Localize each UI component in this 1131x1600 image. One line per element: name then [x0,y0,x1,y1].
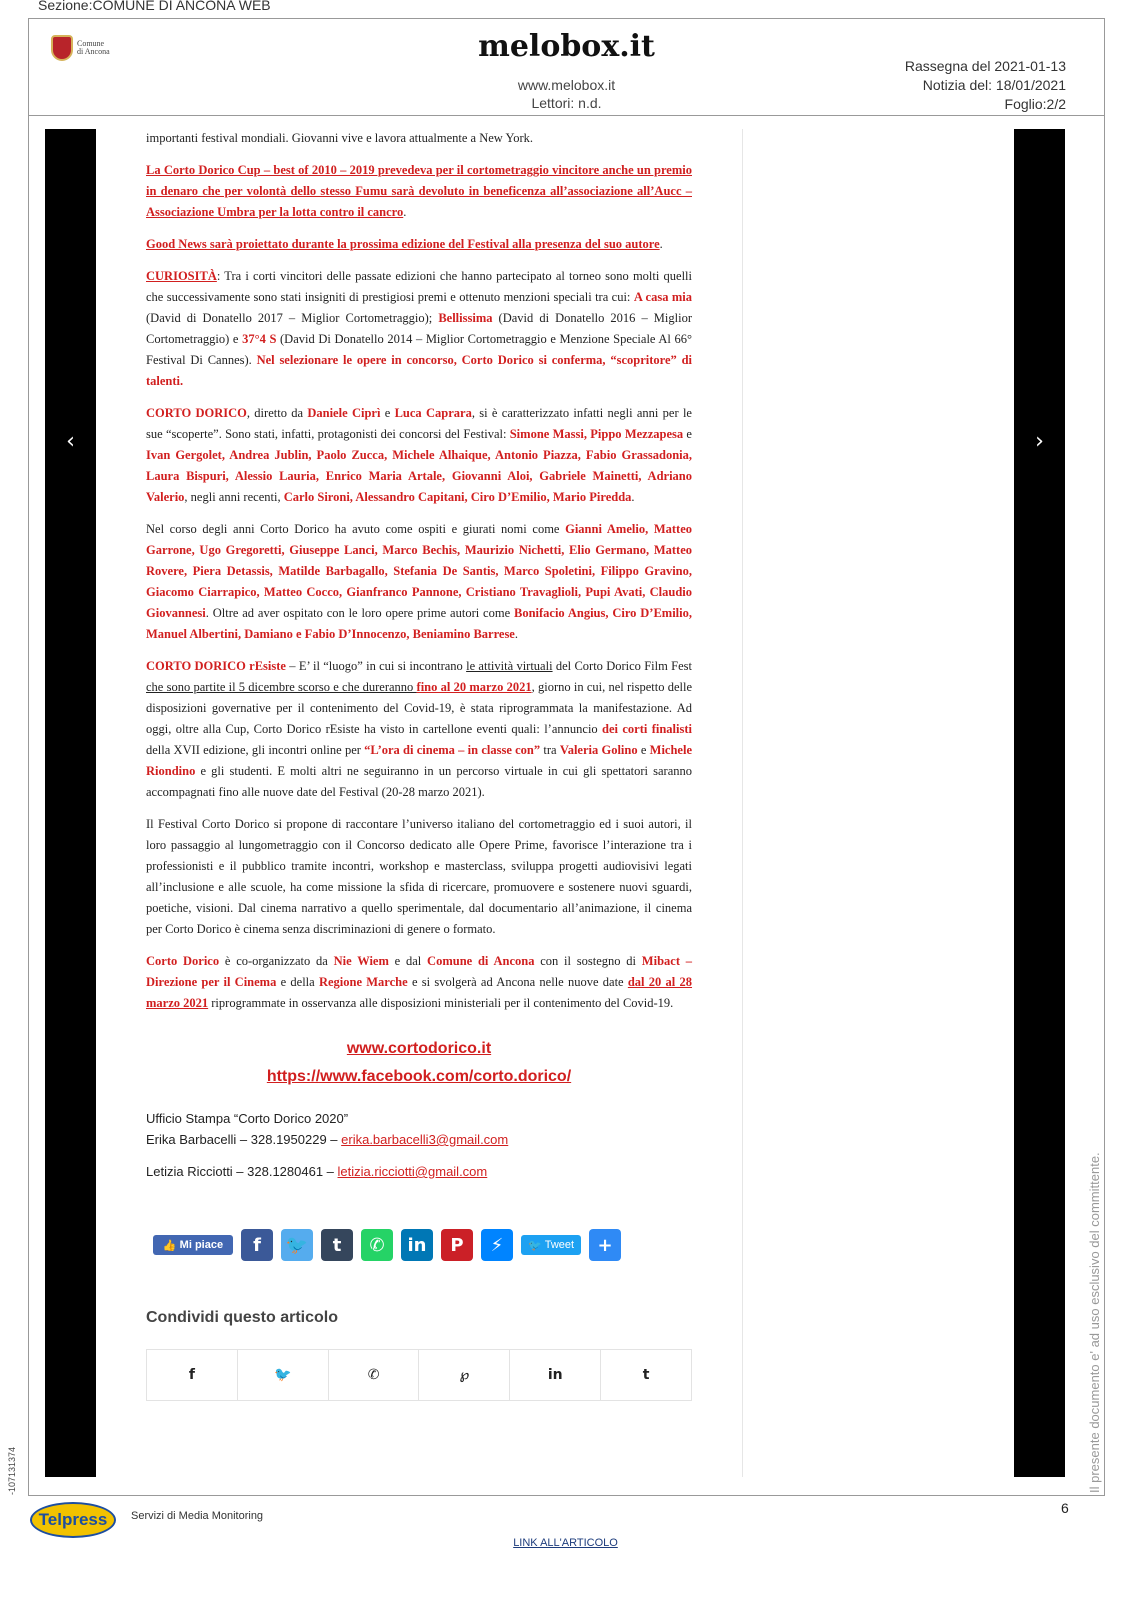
facebook-like-button[interactable]: 👍 Mi piace [153,1235,233,1255]
press-contact-erika: Erika Barbacelli – 328.1950229 – erika.barbacelli3@gmail.com [146,1132,509,1147]
messenger-share-icon[interactable]: ⚡ [481,1229,513,1261]
paragraph: La Corto Dorico Cup – best of 2010 – 2019 prevedeva per il cortometraggio vincitore anche un premio in denaro che per volontà dello stesso Fumu sarà devoluto in beneficenza all’associazione all’Aucc – Associazione Umbra per la lotta contro il cancro. [146,163,692,219]
paragraph: Nel corso degli anni Corto Dorico ha avuto come ospiti e giurati nomi come Gianni Amelio, Matteo Garrone, Ugo Gregoretti, Giuseppe Lanci, Marco Bechis, Maurizio Nichetti, Elio Germano, Matteo Rovere, Piera Detassis, Matilde Barbagallo, Stefania De Santis, Marco Spoletini, Filippo Gravino, Giacomo Ciarrapico, Matteo Cocco, Gianfranco Pannone, Cristiano Travaglioli, Pupi Avati, Claudio Giovannesi. Oltre ad aver ospitato con le loro opere prime autori come Bonifacio Angius, Ciro D’Emilio, Manuel Albertini, Damiano e Fabio D’Innocenzo, Beniamino Barrese. [146,522,692,641]
whatsapp-share-icon[interactable]: ✆ [361,1229,393,1261]
notizia-date: Notizia del: 18/01/2021 [922,77,1066,93]
rassegna-date: Rassegna del 2021-01-13 [904,58,1066,74]
press-office [146,1108,508,1182]
linkedin-share-icon[interactable]: in [401,1229,433,1261]
paragraph: Il Festival Corto Dorico si propone di raccontare l’universo italiano del cortometraggio ed i suoi autori, il loro passaggio al lungometraggio con il Concorso dedicato alle Opere Prime, favorisce l’interazione tra i professionisti e il pubblico tramite incontri, workshop e masterclass, sviluppa progetti audiovisivi legati all’inclusione e alle scuole, ha come missione la sfida di ricercare, promuovere e sostenere nuovi sguardi, poetiche, visioni. Dal cinema narrativo a quello sperimentale, dal documentario all’animazione, il cinema per Corto Dorico è cinema senza discriminazioni di genere o formato. [146,817,692,936]
article-link[interactable]: LINK ALL'ARTICOLO [513,1537,618,1549]
facebook-share-icon[interactable]: f [241,1229,273,1261]
services-label: Servizi di Media Monitoring [131,1510,264,1522]
column-separator [742,129,743,1477]
site-link[interactable]: www.cortodorico.it [346,1040,492,1057]
header-meta [905,57,1066,114]
press-office-title: Ufficio Stampa “Corto Dorico 2020” [146,1111,349,1126]
tweet-button[interactable]: 🐦 Tweet [521,1235,581,1255]
social-share-bar [153,1229,621,1261]
page-header [28,18,1105,116]
article-body [146,128,692,1025]
readers: Lettori: n.d. [531,95,602,111]
letizia-email-link[interactable]: letizia.ricciotti@gmail.com [337,1164,488,1179]
chevron-right-icon[interactable]: › [1035,429,1044,454]
paragraph: importanti festival mondiali. Giovanni vive e lavora attualmente a New York. [146,131,534,145]
paragraph: CORTO DORICO rEsiste – E’ il “luogo” in cui si incontrano le attività virtuali del Corto Dorico Film Fest che sono partite il 5 dicembre scorso e che dureranno fino al 20 marzo 2021, giorno in cui, nel rispetto delle disposizioni governative per il contenimento del Covid-19, è stata riprogrammata la manifestazione. Ad oggi, oltre alla Cup, Corto Dorico rEsiste ha visto in cartellone eventi quali: l’annuncio dei corti finalisti della XVII edizione, gli incontri online per “L’ora di cinema – in classe con” tra Valeria Golino e Michele Riondino e gli studenti. E molti altri ne seguiranno in un percorso virtuale in cui gli spettatori saranno accompagnati fino alle nuove date del Festival (20-28 marzo 2021). [146,659,693,799]
site-title: melobox.it [478,29,655,64]
facebook-icon[interactable]: f [147,1350,238,1400]
pinterest-share-icon[interactable]: P [441,1229,473,1261]
share-section-title: Condividi questo articolo [146,1309,339,1326]
twitter-icon[interactable]: 🐦 [238,1350,329,1400]
press-contact-letizia: Letizia Ricciotti – 328.1280461 – letizia.ricciotti@gmail.com [146,1164,488,1179]
paragraph: Corto Dorico è co-organizzato da Nie Wiem e dal Comune di Ancona con il sostegno di Mibact – Direzione per il Cinema e della Regione Marche e si svolgerà ad Ancona nelle nuove date dal 20 al 28 marzo 2021 riprogrammate in osservanza alle disposizioni ministeriali per il contenimento del Covid-19. [146,954,693,1010]
more-share-icon[interactable]: + [589,1229,621,1261]
twitter-share-icon[interactable]: 🐦 [281,1229,313,1261]
site-url: www.melobox.it [517,77,616,93]
left-black-bar [45,129,96,1477]
linkedin-icon[interactable]: in [510,1350,601,1400]
tumblr-icon[interactable]: t [642,1367,650,1383]
pinterest-icon[interactable]: ℘ [419,1350,510,1400]
page-number: 6 [1061,1500,1069,1516]
usage-note: Il presente documento e' ad uso esclusivo del committente. [1087,1152,1102,1493]
paragraph: CORTO DORICO, diretto da Daniele Ciprì e Luca Caprara, si è caratterizzato infatti negli anni per le sue “scoperte”. Sono stati, infatti, protagonisti dei concorsi del Festival: Simone Massi, Pippo Mezzapesa e Ivan Gergolet, Andrea Jublin, Paolo Zucca, Michele Alhaique, Antonio Piazza, Fabio Grassadonia, Laura Bispuri, Alessio Lauria, Enrico Maria Artale, Giovanni Aloi, Gabriele Mainetti, Adriano Valerio, negli anni recenti, Carlo Sironi, Alessandro Capitani, Ciro D’Emilio, Mario Piredda. [146,406,692,504]
right-black-bar [1014,129,1065,1477]
thumbs-up-icon: 👍 [162,1239,180,1252]
section-label: Sezione:COMUNE DI ANCONA WEB [38,0,271,13]
article-links [146,1040,692,1096]
whatsapp-icon[interactable]: ✆ [329,1350,420,1400]
foglio: Foglio:2/2 [1004,96,1066,112]
facebook-link[interactable]: https://www.facebook.com/corto.dorico/ [266,1068,572,1085]
telpress-logo: Telpress [30,1502,116,1538]
logo-line-1: Comune [77,39,105,48]
logo-line-2: di Ancona [77,47,110,56]
share-button-grid [146,1349,692,1401]
tumblr-share-icon[interactable]: t [321,1229,353,1261]
document-id: -107131374 [7,1446,17,1495]
chevron-left-icon[interactable]: ‹ [66,429,75,454]
paragraph: CURIOSITÀ: Tra i corti vincitori delle passate edizioni che hanno partecipato al torneo sono molti quelli che successivamente sono stati insigniti di prestigiosi premi e ottenuto menzioni speciali tra cui: A casa mia (David di Donatello 2017 – Miglior Cortometraggio); Bellissima (David di Donatello 2016 – Miglior Cortometraggio) e 37°4 S (David Di Donatello 2014 – Miglior Cortometraggio e Menzione Speciale Al 66° Festival Di Cannes). Nel selezionare le opere in concorso, Corto Dorico si conferma, “scopritore” di talenti. [146,269,693,388]
erika-email-link[interactable]: erika.barbacelli3@gmail.com [341,1132,509,1147]
paragraph: Good News sarà proiettato durante la prossima edizione del Festival alla presenza del suo autore. [146,237,663,251]
twitter-bird-icon: 🐦 [527,1239,545,1252]
